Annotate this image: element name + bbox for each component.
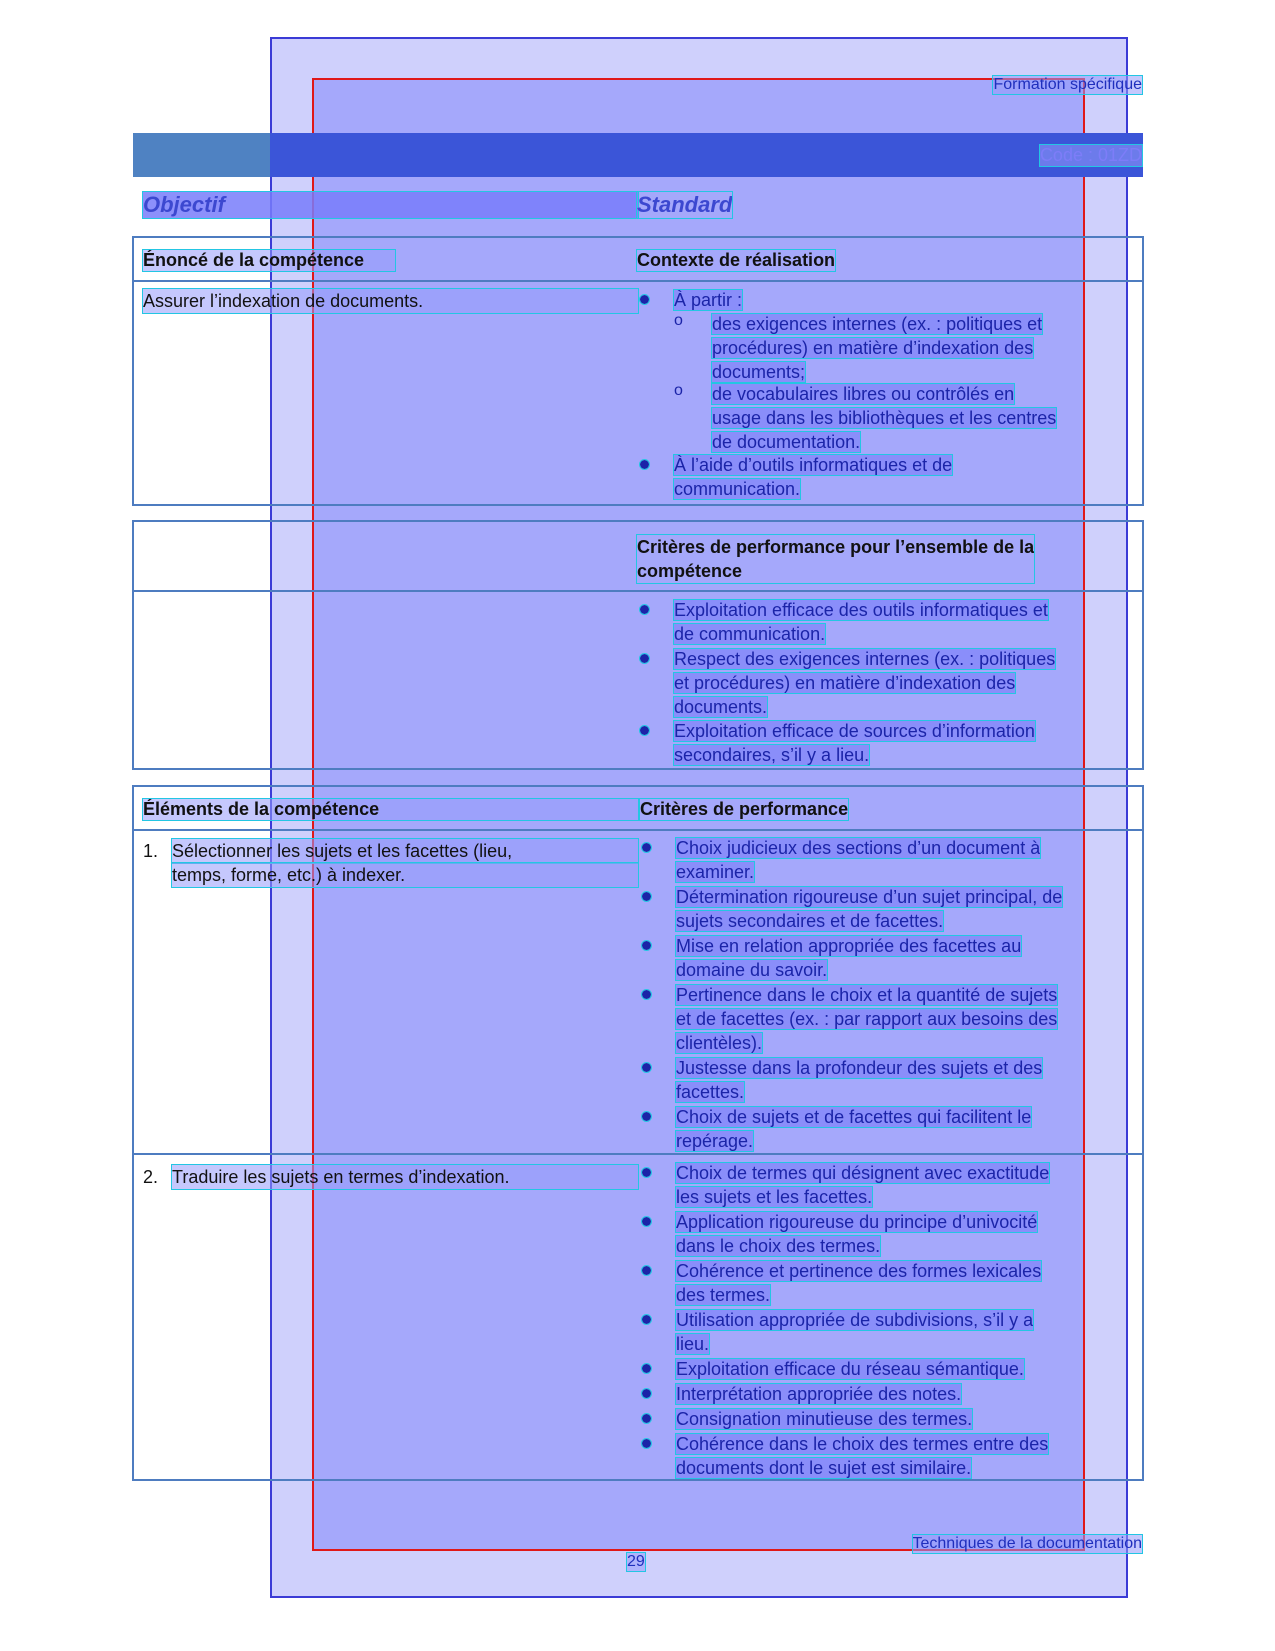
bullet-icon bbox=[642, 1112, 651, 1121]
elements-header: Éléments de la compétence bbox=[143, 799, 638, 820]
divider bbox=[132, 1153, 1144, 1155]
element-number: 2. bbox=[143, 1167, 159, 1187]
sub-bullet-icon: o bbox=[674, 382, 683, 399]
list-item: Exploitation efficace des outils informatiques et de communication. bbox=[646, 598, 1116, 646]
list-item: À l’aide d’outils informatiques et de communication. bbox=[646, 453, 1116, 501]
list-item: o de vocabulaires libres ou contrôlés en usage dans les bibliothèques et les centres de documentation. bbox=[674, 382, 1057, 452]
overall-criteria-header: Critères de performance pour l’ensemble de la compétence bbox=[637, 537, 1035, 581]
bullet-icon bbox=[640, 295, 649, 304]
bullet-icon bbox=[640, 460, 649, 469]
objective-title: Objectif bbox=[143, 192, 638, 218]
list-item: Pertinence dans le choix et la quantité de sujets et de facettes (ex. : par rapport aux besoins des clientèles). bbox=[646, 983, 1116, 1055]
list-item: Consignation minutieuse des termes. bbox=[646, 1407, 1116, 1431]
bullet-icon bbox=[642, 1364, 651, 1373]
list-item: Choix de sujets et de facettes qui facilitent le repérage. bbox=[646, 1105, 1116, 1153]
bullet-icon bbox=[642, 1414, 651, 1423]
bullet-icon bbox=[642, 990, 651, 999]
list-item: Utilisation appropriée de subdivisions, s’il y a lieu. bbox=[646, 1308, 1116, 1356]
competence-statement: Assurer l’indexation de documents. bbox=[143, 289, 638, 313]
competence-header: Énoncé de la compétence bbox=[143, 250, 395, 271]
list-item: Choix de termes qui désignent avec exactitude les sujets et les facettes. bbox=[646, 1161, 1116, 1209]
element-text: temps, forme, etc.) à indexer. bbox=[172, 863, 638, 887]
element-number: 1. bbox=[143, 841, 159, 861]
element-text: Traduire les sujets en termes d’indexation. bbox=[172, 1165, 638, 1189]
bullet-icon bbox=[642, 1063, 651, 1072]
bullet-icon bbox=[640, 605, 649, 614]
page-number: 29 bbox=[627, 1553, 645, 1570]
header-label: Formation spécifique bbox=[993, 76, 1142, 93]
context-header: Contexte de réalisation bbox=[637, 250, 836, 270]
list-item: Exploitation efficace du réseau sémantique. bbox=[646, 1357, 1116, 1381]
list-item: Cohérence dans le choix des termes entre des documents dont le sujet est similaire. bbox=[646, 1432, 1116, 1480]
performance-criteria-header: Critères de performance bbox=[640, 799, 849, 819]
bullet-icon bbox=[642, 892, 651, 901]
divider bbox=[132, 590, 1144, 592]
bullet-icon bbox=[642, 1217, 651, 1226]
bullet-icon bbox=[642, 843, 651, 852]
list-item: Mise en relation appropriée des facettes au domaine du savoir. bbox=[646, 934, 1116, 982]
bullet-icon bbox=[642, 1315, 651, 1324]
standard-title: Standard bbox=[637, 192, 733, 217]
footer-label: Techniques de la documentation bbox=[912, 1535, 1142, 1552]
list-item: o des exigences internes (ex. : politiques et procédures) en matière d’indexation des documents; bbox=[674, 312, 1043, 382]
bullet-icon bbox=[640, 726, 649, 735]
list-item: Exploitation efficace de sources d’information secondaires, s’il y a lieu. bbox=[646, 719, 1116, 767]
header-strip bbox=[133, 133, 1143, 177]
element-text: Sélectionner les sujets et les facettes (lieu, bbox=[172, 839, 638, 863]
bullet-icon bbox=[640, 654, 649, 663]
sub-bullet-icon: o bbox=[674, 312, 683, 329]
list-item: Interprétation appropriée des notes. bbox=[646, 1382, 1116, 1406]
list-item: Détermination rigoureuse d’un sujet principal, de sujets secondaires et de facettes. bbox=[646, 885, 1116, 933]
bullet-icon bbox=[642, 1389, 651, 1398]
list-item: À partir : bbox=[646, 288, 1116, 312]
bullet-icon bbox=[642, 941, 651, 950]
course-code: Code : 01ZD bbox=[1039, 145, 1142, 165]
list-item: Application rigoureuse du principe d’univocité dans le choix des termes. bbox=[646, 1210, 1116, 1258]
list-item: Respect des exigences internes (ex. : politiques et procédures) en matière d’indexation des documents. bbox=[646, 647, 1116, 719]
list-item: Justesse dans la profondeur des sujets et des facettes. bbox=[646, 1056, 1116, 1104]
list-item: Choix judicieux des sections d’un document à examiner. bbox=[646, 836, 1116, 884]
bullet-icon bbox=[642, 1168, 651, 1177]
bullet-icon bbox=[642, 1439, 651, 1448]
bullet-icon bbox=[642, 1266, 651, 1275]
header-strip-left bbox=[133, 133, 270, 177]
divider bbox=[132, 280, 1144, 282]
divider bbox=[132, 829, 1144, 831]
list-item: Cohérence et pertinence des formes lexicales des termes. bbox=[646, 1259, 1116, 1307]
